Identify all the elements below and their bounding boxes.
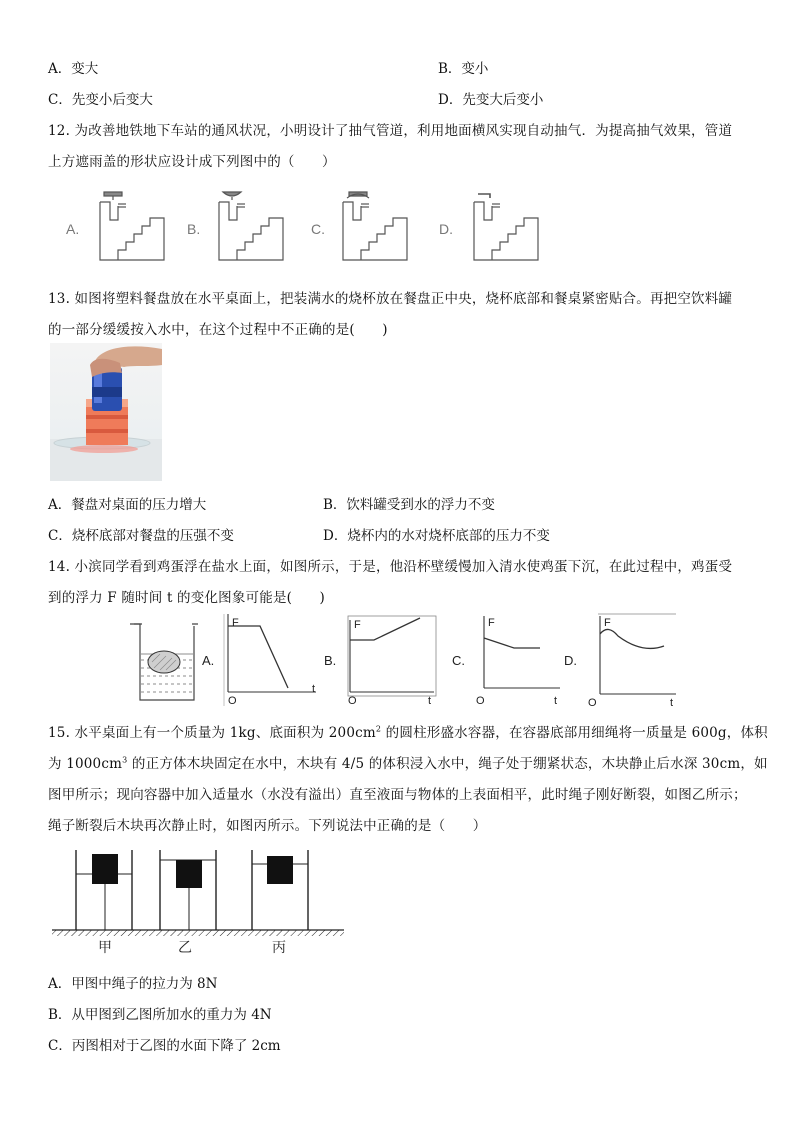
- q14-graph-c-origin: O: [476, 695, 485, 707]
- q15-text-line1: 15. 水平桌面上有一个质量为 1kg、底面积为 $200cm^2$ 的圆柱形盛水容器，在容器底部用细绳将一质量是 600g，体积: [48, 724, 768, 741]
- q15-block-jia: [92, 854, 118, 884]
- q14-graph-c-y-label: F: [488, 617, 495, 629]
- q13-option-d: D．烧杯内的水对烧杯底部的压力不变: [323, 528, 550, 544]
- q12-label-b: B.: [187, 221, 201, 237]
- q12-shape-d: [474, 194, 538, 260]
- q14-graph-d-x-label: t: [670, 697, 674, 708]
- q13-option-a: A．餐盘对桌面的压力增大: [48, 497, 207, 513]
- q15-option-b: B．从甲图到乙图所加水的重力为 4N: [48, 1007, 272, 1023]
- q15-option-c: C．丙图相对于乙图的水面下降了 2cm: [48, 1038, 281, 1054]
- q15-label-bing: 丙: [272, 939, 286, 955]
- q15-text-line3: 图甲所示；现向容器中加入适量水（水没有溢出）直至液面与物体的上表面相平，此时绳子刚好断裂，如图乙所示；: [48, 787, 747, 803]
- q13-photo: [50, 343, 162, 481]
- q12-text-line2: 上方遮雨盖的形状应设计成下列图中的（ ）: [48, 154, 336, 170]
- q14-graph-b-x-label: t: [428, 695, 432, 707]
- q12-shape-a: [100, 192, 164, 260]
- q14-graph-d-y-label: F: [604, 617, 611, 629]
- q15-text-line2: 为 $1000cm^3$ 的正方体木块固定在水中，木块有 4/5 的体积浸入水中，绳子处于绷紧状态，木块静止后水深 30cm，如: [48, 755, 768, 772]
- q14-label-a: A.: [202, 653, 215, 668]
- q15-label-jia: 甲: [98, 939, 112, 955]
- q14-graph-a-y-label: F: [232, 617, 239, 629]
- q14-text-line2: 到的浮力 F 随时间 t 的变化图象可能是( ): [48, 590, 325, 606]
- q12-label-d: D.: [439, 221, 453, 237]
- q13-option-c: C．烧杯底部对餐盘的压强不变: [48, 528, 234, 544]
- q14-graph-c-x-label: t: [554, 695, 558, 707]
- q11-option-a: A．变大: [48, 61, 99, 77]
- q12-shape-b: [219, 192, 283, 260]
- q14-graph-b-origin: O: [348, 695, 357, 707]
- q14-text-line1: 14. 小滨同学看到鸡蛋浮在盐水上面，如图所示，于是，他沿杯壁缓慢加入清水使鸡蛋下沉，在此过程中，鸡蛋受: [48, 559, 733, 575]
- q12-label-a: A.: [66, 221, 80, 237]
- q14-graph-b-y-label: F: [354, 619, 361, 631]
- q14-graph-b: [348, 616, 436, 696]
- q13-text-line1: 13. 如图将塑料餐盘放在水平桌面上，把装满水的烧杯放在餐盘正中央，烧杯底部和餐桌紧密贴合。再把空饮料罐: [48, 291, 733, 307]
- q15-block-yi: [176, 860, 202, 888]
- q14-label-c: C.: [452, 653, 465, 668]
- q14-egg: [148, 651, 180, 673]
- q14-graph-d-origin: O: [588, 697, 597, 708]
- q14-graph-c: [484, 616, 560, 688]
- q11-option-b: B．变小: [438, 61, 489, 77]
- q11-option-c: C．先变小后变大: [48, 92, 153, 108]
- q15-block-bing: [267, 856, 293, 884]
- q12-shape-c: [343, 192, 407, 260]
- q14-label-d: D.: [564, 653, 577, 668]
- q12-text-line1: 12. 为改善地铁地下车站的通风状况，小明设计了抽气管道，利用地面横风实现自动抽气．为提高抽气效果，管道: [48, 123, 733, 139]
- q14-figure: [128, 612, 688, 708]
- q12-figure: [60, 186, 560, 266]
- q14-label-b: B.: [324, 653, 337, 668]
- q15-option-a: A．甲图中绳子的拉力为 8N: [48, 976, 218, 992]
- q14-graph-a-x-label: t: [312, 683, 316, 695]
- q15-text-line4: 绳子断裂后木块再次静止时，如图丙所示。下列说法中正确的是（ ）: [48, 818, 487, 834]
- q11-option-d: D．先变大后变小: [438, 92, 544, 108]
- q15-figure: [50, 844, 346, 958]
- q14-graph-a-origin: O: [228, 695, 237, 707]
- q15-label-yi: 乙: [178, 939, 192, 955]
- q12-label-c: C.: [311, 221, 325, 237]
- q13-text-line2: 的一部分缓缓按入水中，在这个过程中不正确的是( ): [48, 322, 388, 338]
- q13-option-b: B．饮料罐受到水的浮力不变: [323, 497, 495, 513]
